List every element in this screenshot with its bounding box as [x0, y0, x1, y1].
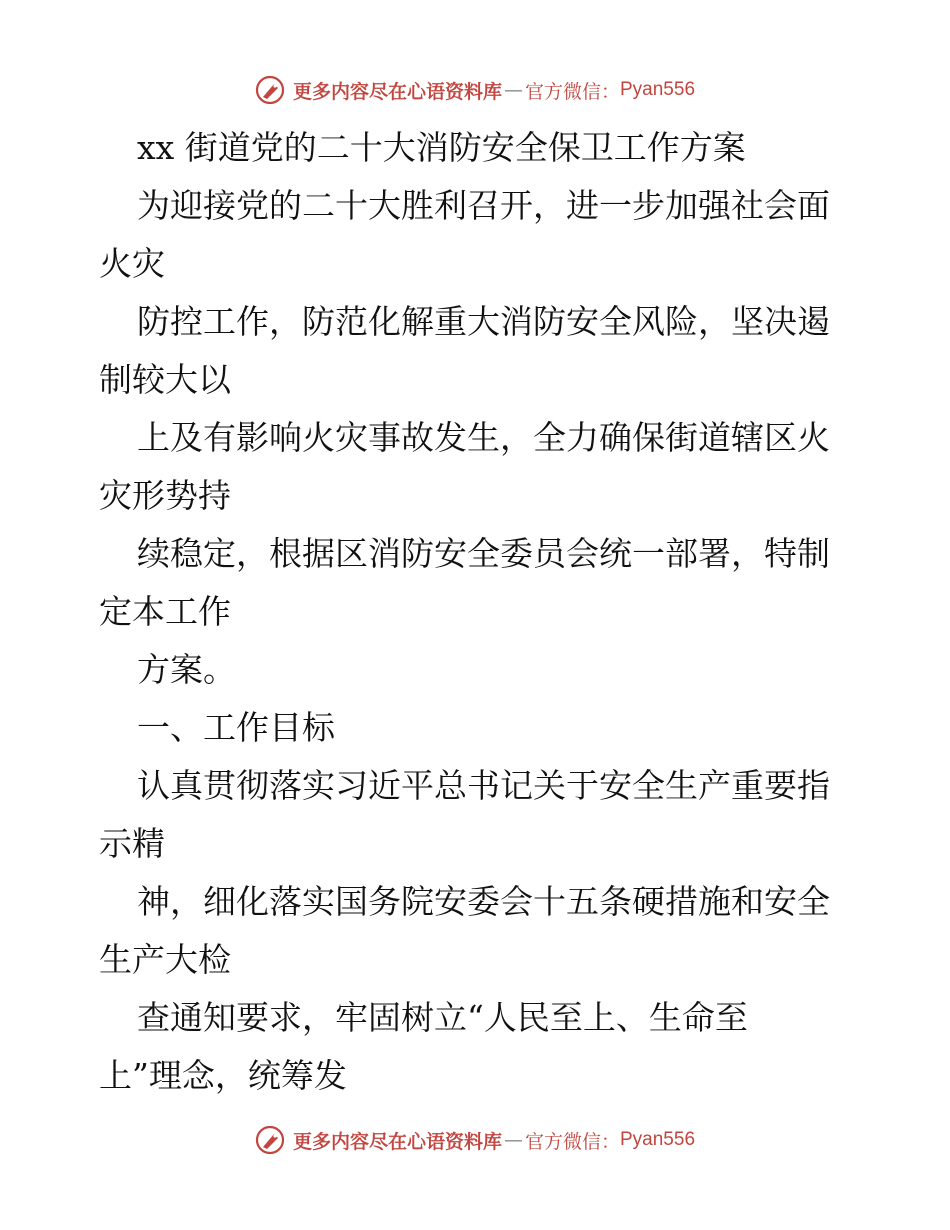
watermark-account-id: Pyan556 — [620, 1129, 696, 1150]
footer-watermark — [0, 1120, 950, 1160]
document-title: xx 街道党的二十大消防安全保卫工作方案 — [137, 128, 746, 167]
pen-nib-logo-icon — [255, 75, 285, 105]
paragraph-line: 方案。 — [137, 650, 236, 689]
watermark-account-label: 官方微信： — [524, 80, 620, 103]
paragraph-line: 示精 — [99, 824, 165, 863]
paragraph-line: 神，细化落实国务院安委会十五条硬措施和安全 — [137, 882, 830, 921]
watermark-separator: — — [503, 79, 523, 101]
paragraph-line: 查通知要求，牢固树立“人民至上、生命至 — [137, 998, 748, 1037]
watermark-site-text: 更多内容尽在心语资料库 — [292, 80, 502, 103]
paragraph-line: 上及有影响火灾事故发生，全力确保街道辖区火 — [137, 418, 830, 457]
paragraph-line: 灾形势持 — [99, 476, 231, 515]
paragraph-line: 认真贯彻落实习近平总书记关于安全生产重要指 — [137, 766, 830, 805]
paragraph-line: 火灾 — [99, 244, 165, 283]
watermark-account-label: 官方微信： — [524, 1130, 620, 1153]
paragraph-line: 制较大以 — [99, 360, 231, 399]
paragraph-line: 定本工作 — [99, 592, 231, 631]
paragraph-line: 为迎接党的二十大胜利召开，进一步加强社会面 — [137, 186, 830, 225]
paragraph-line: 生产大检 — [99, 940, 231, 979]
watermark-separator: — — [503, 1129, 523, 1151]
paragraph-line: 续稳定，根据区消防安全委员会统一部署，特制 — [137, 534, 830, 573]
section-heading: 一、工作目标 — [137, 708, 335, 747]
watermark-site-text: 更多内容尽在心语资料库 — [292, 1130, 502, 1153]
paragraph-line: 防控工作，防范化解重大消防安全风险，坚决遏 — [137, 302, 830, 341]
paragraph-line: 上”理念，统筹发 — [99, 1056, 347, 1095]
pen-nib-logo-icon — [255, 1125, 285, 1155]
watermark-account-id: Pyan556 — [620, 79, 696, 100]
header-watermark — [0, 70, 950, 110]
